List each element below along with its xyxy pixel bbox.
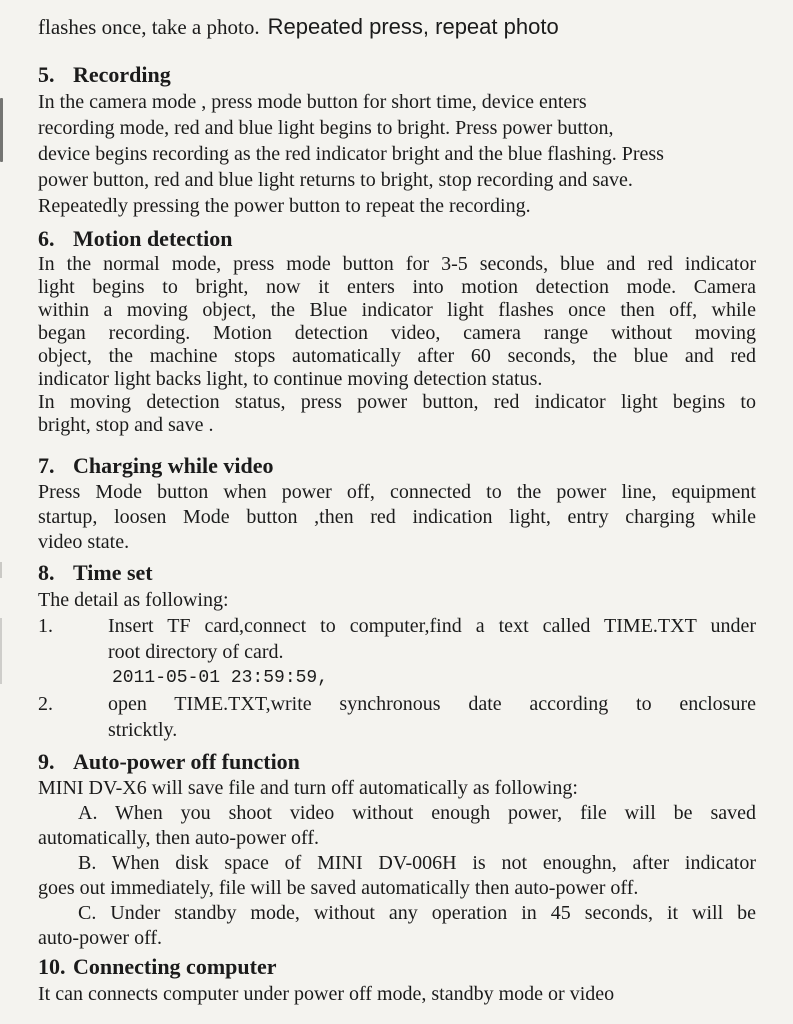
section-heading <box>38 225 756 252</box>
section-title: Connecting computer <box>73 954 277 979</box>
text-line: MINI DV-X6 will save file and turn off automatically as following: <box>38 777 578 799</box>
intro-serif-text: flashes once, take a photo. <box>38 15 260 39</box>
text-line: A. When you shoot video without enough power, file will be saved <box>78 802 756 824</box>
paragraph <box>38 480 756 555</box>
section-charging-while-video <box>38 452 756 555</box>
intro-sans-text: Repeated press, repeat photo <box>267 14 559 39</box>
paragraph <box>38 801 756 851</box>
list-item-text <box>108 613 756 665</box>
section-title: Time set <box>73 560 153 585</box>
intro-line <box>38 12 756 43</box>
text-line: open TIME.TXT,write synchronous date according to enclosure <box>108 693 756 715</box>
paragraph <box>38 253 756 391</box>
text-line: stricktly. <box>108 719 178 741</box>
text-line: Press Mode button when power off, connected to the power line, equipment <box>38 481 756 503</box>
text-line: automatically, then auto-power off. <box>38 827 320 849</box>
section-title: Auto-power off function <box>73 749 300 774</box>
text-line: video state. <box>38 531 130 553</box>
text-line: within a moving object, the Blue indicator light flashes once then off, while <box>38 299 756 321</box>
paragraph <box>38 776 756 801</box>
text-line: device begins recording as the red indicator bright and the blue flashing. Press <box>38 143 664 165</box>
scan-artifact <box>0 562 2 578</box>
timestamp-line: 2011-05-01 23:59:59, <box>112 668 329 688</box>
section-heading <box>38 953 756 980</box>
text-line: In the normal mode, press mode button for 3-5 seconds, blue and red indicator <box>38 253 756 275</box>
page-content <box>38 12 756 1007</box>
text-line: recording mode, red and blue light begins to bright. Press power button, <box>38 117 614 139</box>
section-heading <box>38 748 756 775</box>
list-item <box>38 613 756 665</box>
text-line: Repeatedly pressing the power button to repeat the recording. <box>38 195 531 217</box>
text-line: began recording. Motion detection video, camera range without moving <box>38 322 756 344</box>
section-number: 7. <box>38 453 55 478</box>
text-line: auto-power off. <box>38 927 163 949</box>
text-line: bright, stop and save . <box>38 414 214 436</box>
text-line: It can connects computer under power off mode, standby mode or video <box>38 983 615 1005</box>
text-line: C. Under standby mode, without any operation in 45 seconds, it will be <box>78 902 756 924</box>
section-title: Charging while video <box>73 453 274 478</box>
section-time-set <box>38 559 756 743</box>
section-title: Recording <box>73 62 171 87</box>
list-item <box>38 691 756 743</box>
paragraph <box>38 981 756 1007</box>
section-title: Motion detection <box>73 226 233 251</box>
section-auto-power-off-function <box>38 748 756 951</box>
paragraph <box>38 391 756 437</box>
paragraph <box>38 851 756 901</box>
paragraph <box>38 587 756 613</box>
scan-artifact <box>0 98 3 162</box>
paragraph <box>38 901 756 951</box>
section-number: 9. <box>38 749 55 774</box>
scan-artifact <box>0 618 2 684</box>
section-heading <box>38 61 756 88</box>
text-line: light begins to bright, now it enters into motion detection mode. Camera <box>38 276 756 298</box>
list-item-text <box>108 691 756 743</box>
section-number: 5. <box>38 62 55 87</box>
section-number: 10. <box>38 954 66 979</box>
text-line: goes out immediately, file will be saved automatically then auto-power off. <box>38 877 639 899</box>
list-marker: 2. <box>38 693 53 715</box>
text-line: power button, red and blue light returns to bright, stop recording and save. <box>38 169 633 191</box>
section-number: 8. <box>38 560 55 585</box>
text-line: indicator light backs light, to continue moving detection status. <box>38 368 543 390</box>
section-connecting-computer <box>38 953 756 1007</box>
text-line: object, the machine stops automatically after 60 seconds, the blue and red <box>38 345 756 367</box>
text-line: startup, loosen Mode button ,then red indication light, entry charging while <box>38 506 756 528</box>
text-line: The detail as following: <box>38 589 229 611</box>
text-line: In moving detection status, press power button, red indicator light begins to <box>38 391 756 413</box>
section-heading <box>38 452 756 479</box>
text-line: Insert TF card,connect to computer,find a text called TIME.TXT under <box>108 615 756 637</box>
list-marker: 1. <box>38 615 53 637</box>
text-line: B. When disk space of MINI DV-006H is not enoughn, after indicator <box>78 852 756 874</box>
paragraph <box>38 89 756 219</box>
section-motion-detection <box>38 225 756 437</box>
text-line: In the camera mode , press mode button for short time, device enters <box>38 91 587 113</box>
section-recording <box>38 61 756 219</box>
section-number: 6. <box>38 226 55 251</box>
section-heading <box>38 559 756 586</box>
sections-container <box>38 61 756 1007</box>
text-line: root directory of card. <box>108 641 284 663</box>
